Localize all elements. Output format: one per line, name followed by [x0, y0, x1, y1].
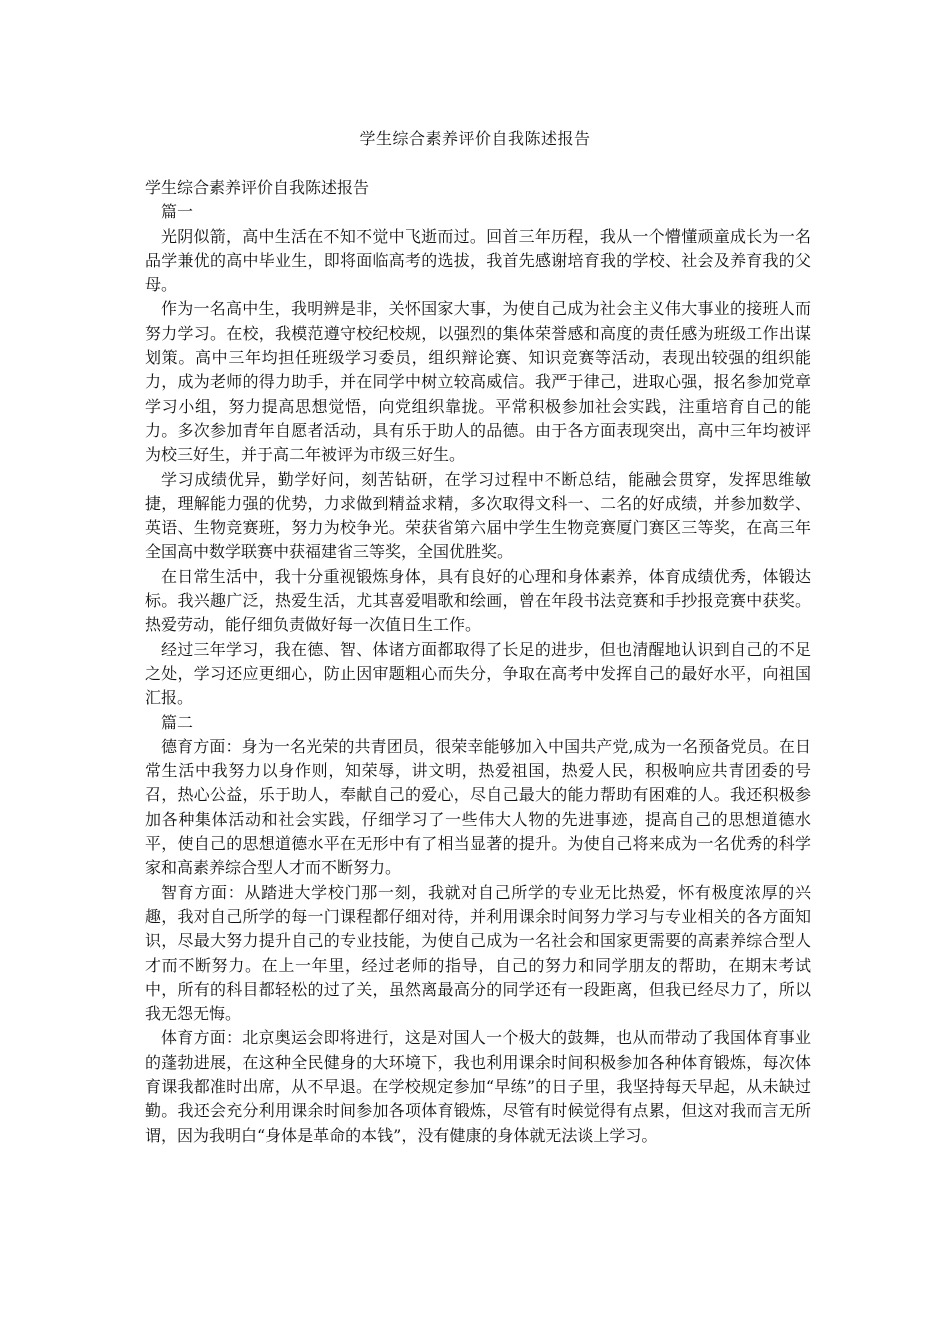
- paragraph-6: 德育方面：身为一名光荣的共青团员，很荣幸能够加入中国共产党,成为一名预备党员。在日常生活中我努力以身作则，知荣辱，讲文明，热爱祖国，热爱人民，积极响应共青团委的号召，热心公益，乐于助人，奉献自己的爱心，尽自己最大的能力帮助有困难的人。我还积极参加各种集体活动和社会实践，仔细学习了一些伟大人物的先进事迹，提高自己的思想道德水平，使自己的思想道德水平在无形中有了相当显著的提升。为使自己将来成为一名优秀的科学家和高素养综合型人才而不断努力。: [145, 736, 811, 878]
- section-label-1: 篇一: [161, 202, 194, 222]
- paragraph-5: 经过三年学习，我在德、智、体诸方面都取得了长足的进步，但也清醒地认识到自己的不足之处，学习还应更细心，防止因审题粗心而失分，争取在高考中发挥自己的最好水平，向祖国汇报。: [145, 639, 811, 708]
- paragraph-4: 在日常生活中，我十分重视锻炼身体，具有良好的心理和身体素养，体育成绩优秀，体锻达标。我兴趣广泛，热爱生活，尤其喜爱唱歌和绘画，曾在年段书法竞赛和手抄报竞赛中获奖。热爱劳动，能仔细负责做好每一次值日生工作。: [145, 566, 811, 635]
- paragraph-2: 作为一名高中生，我明辨是非，关怀国家大事，为使自己成为社会主义伟大事业的接班人而努力学习。在校，我模范遵守校纪校规，以强烈的集体荣誉感和高度的责任感为班级工作出谋划策。高中三年均担任班级学习委员，组织辩论赛、知识竞赛等活动，表现出较强的组织能力，成为老师的得力助手，并在同学中树立较高威信。我严于律己，进取心强，报名参加党章学习小组，努力提高思想觉悟，向党组织靠拢。平常积极参加社会实践，注重培育自己的能力。多次参加青年自愿者活动，具有乐于助人的品德。由于各方面表现突出，高中三年均被评为校三好生，并于高二年被评为市级三好生。: [145, 299, 811, 465]
- paragraph-1: 光阴似箭，高中生活在不知不觉中飞逝而过。回首三年历程，我从一个懵懂顽童成长为一名品学兼优的高中毕业生，即将面临高考的选拔，我首先感谢培育我的学校、社会及养育我的父母。: [145, 226, 811, 295]
- section-label-2: 篇二: [161, 712, 194, 732]
- paragraph-7: 智育方面：从踏进大学校门那一刻，我就对自己所学的专业无比热爱，怀有极度浓厚的兴趣，我对自己所学的每一门课程都仔细对待，并利用课余时间努力学习与专业相关的各方面知识，尽最大努力提升自己的专业技能，为使自己成为一名社会和国家更需要的高素养综合型人才而不断努力。在上一年里，经过老师的指导，自己的努力和同学朋友的帮助，在期末考试中，所有的科目都轻松的过了关，虽然离最高分的同学还有一段距离，但我已经尽力了，所以我无怨无悔。: [145, 882, 811, 1024]
- paragraph-8: 体育方面：北京奥运会即将进行，这是对国人一个极大的鼓舞，也从而带动了我国体育事业的蓬勃进展，在这种全民健身的大环境下，我也利用课余时间积极参加各种体育锻炼，每次体育课我都准时出席，从不早退。在学校规定参加“早练”的日子里，我坚持每天早起，从未缺过勤。我还会充分利用课余时间参加各项体育锻炼，尽管有时候觉得有点累，但这对我而言无所谓，因为我明白“身体是革命的本钱”，没有健康的身体就无法谈上学习。: [145, 1028, 811, 1145]
- document-title: 学生综合素养评价自我陈述报告: [359, 129, 591, 148]
- paragraph-3: 学习成绩优异，勤学好问，刻苦钻研，在学习过程中不断总结，能融会贯穿，发挥思维敏捷，理解能力强的优势，力求做到精益求精，多次取得文科一、二名的好成绩，并参加数学、英语、生物竞赛班，努力为校争光。荣获省第六届中学生生物竞赛厦门赛区三等奖，在高三年全国高中数学联赛中获福建省三等奖，全国优胜奖。: [145, 469, 811, 562]
- document-body: [145, 176, 811, 1148]
- document-subtitle: 学生综合素养评价自我陈述报告: [145, 178, 370, 197]
